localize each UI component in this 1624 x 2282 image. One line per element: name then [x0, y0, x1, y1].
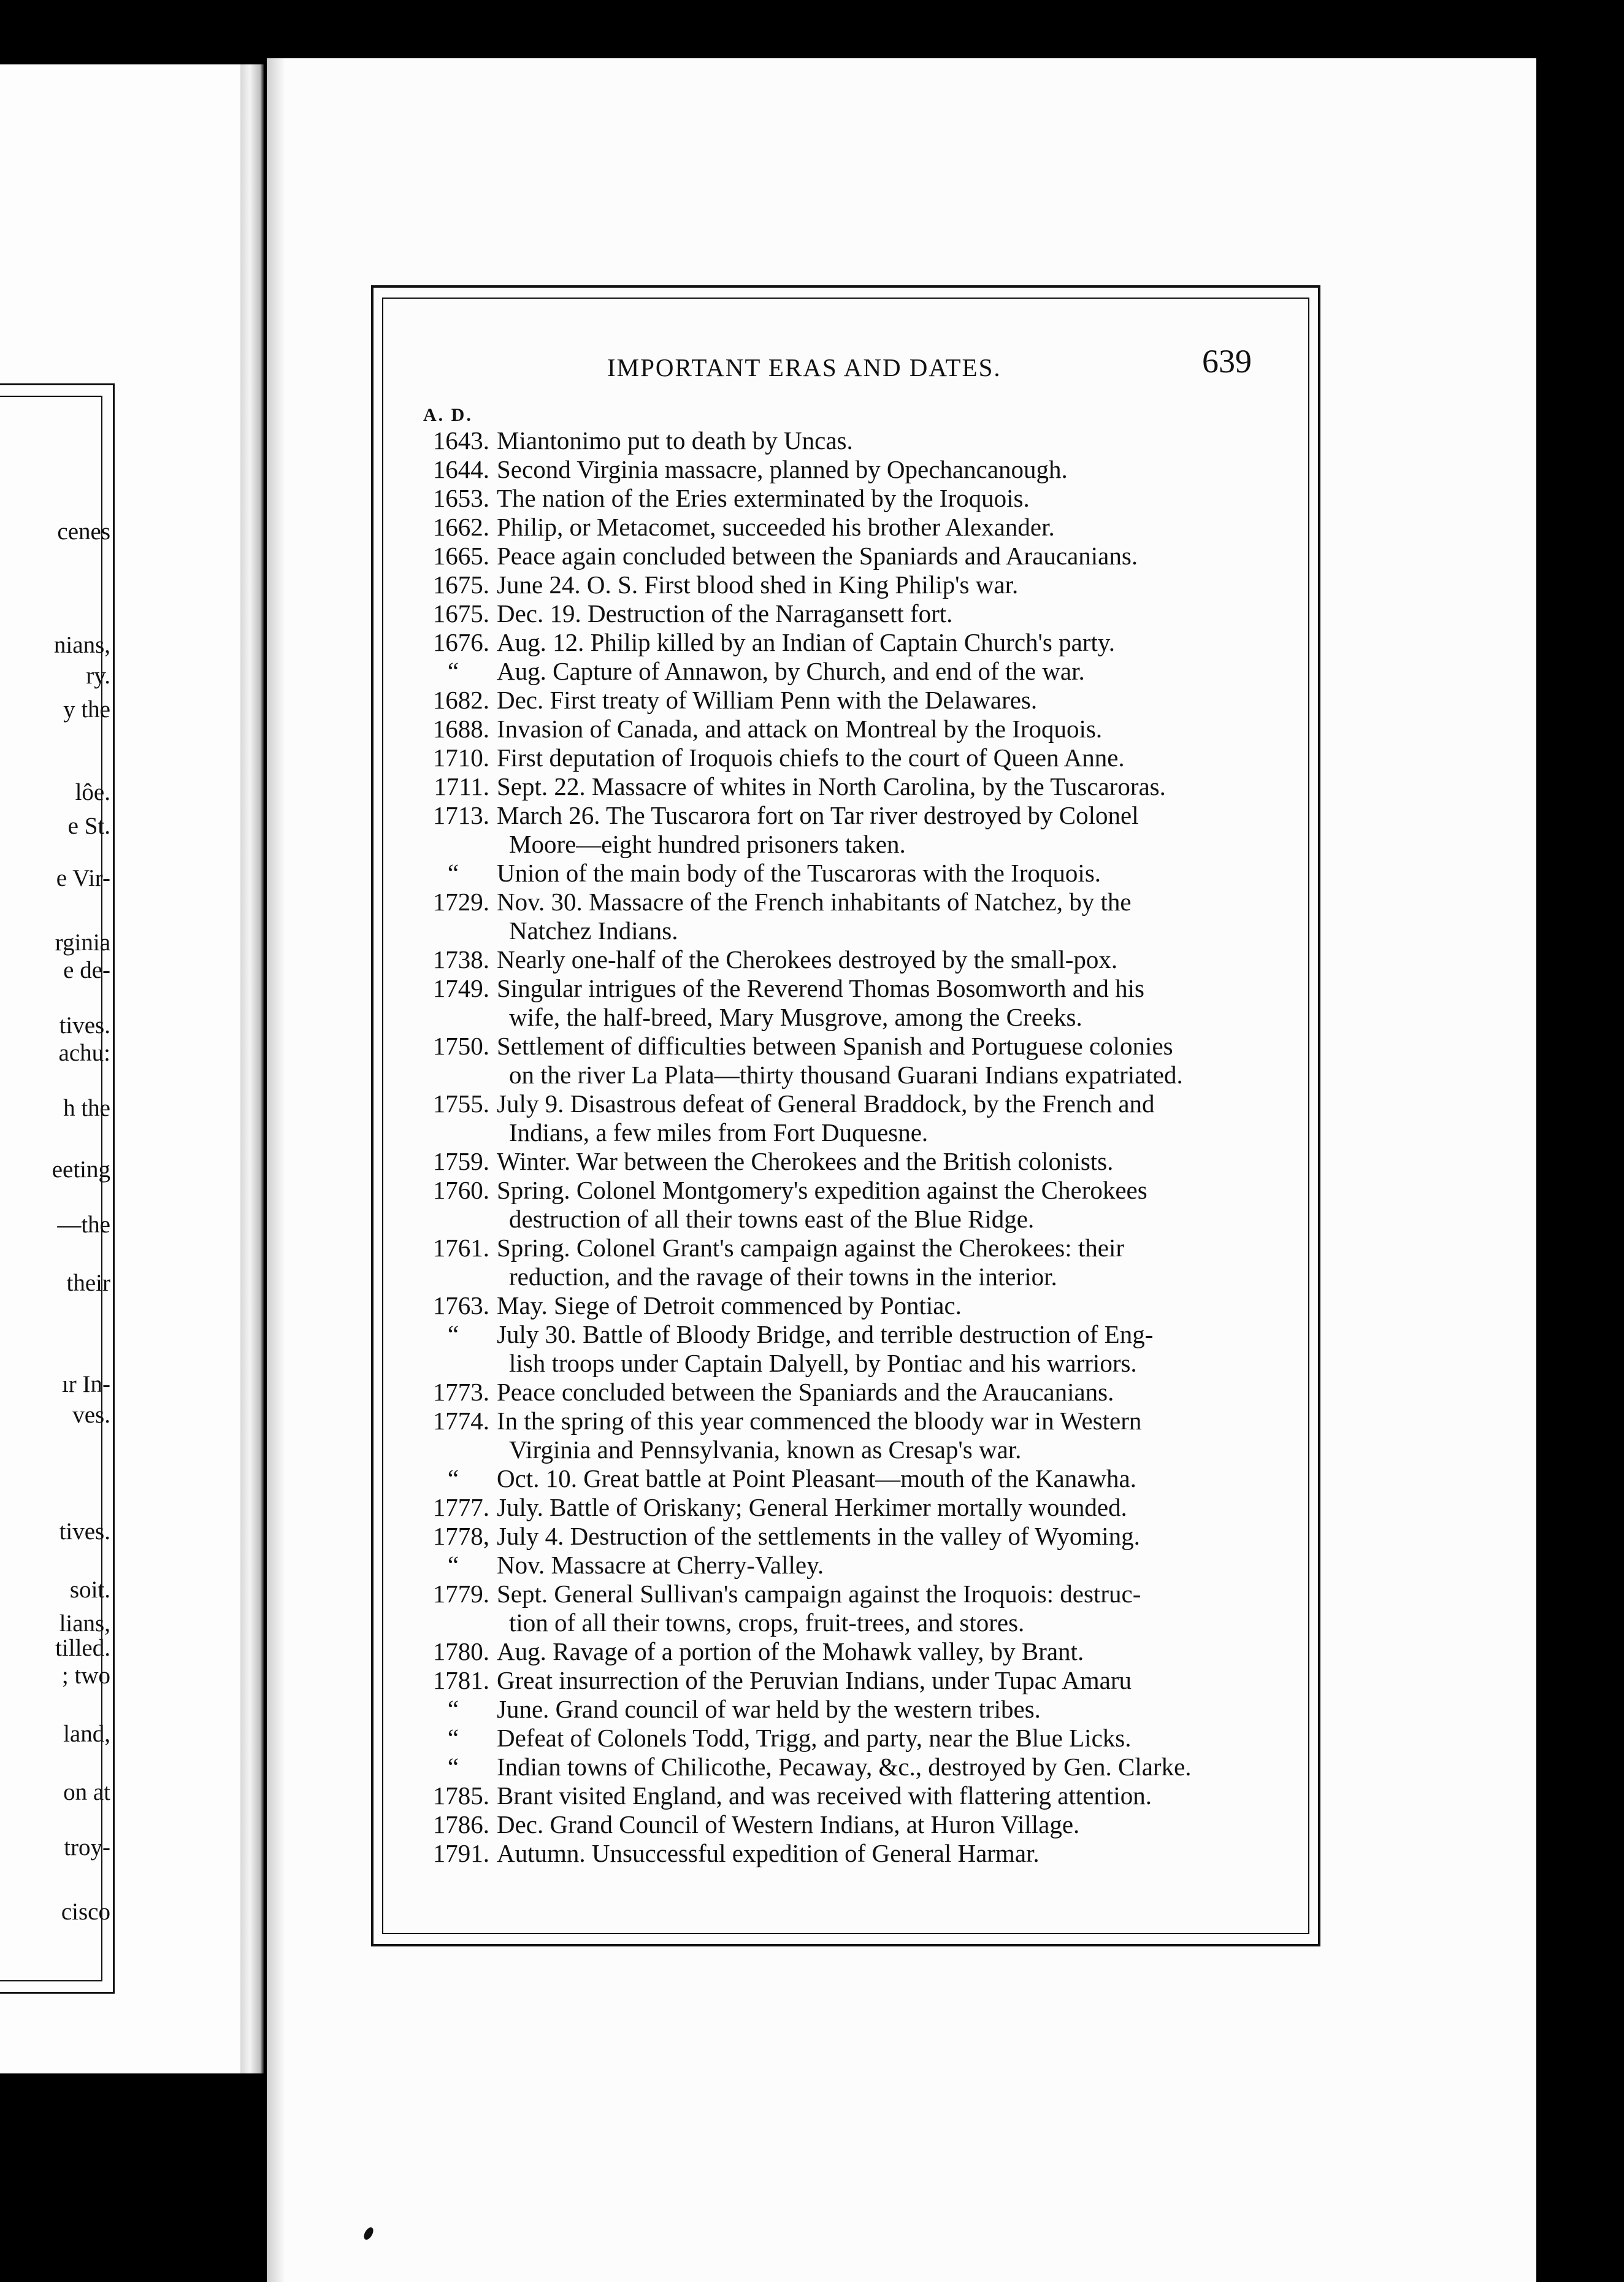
entry-text: Dec. 19. Destruction of the Narragansett fort.: [497, 599, 953, 628]
ditto-mark: “: [447, 1724, 459, 1752]
entry-text: The nation of the Eries exterminated by the Iroquois.: [497, 484, 1030, 512]
entry-text: March 26. The Tuscarora fort on Tar river destroyed by Colonel: [497, 801, 1139, 829]
entry-year: 1749.: [432, 974, 489, 1002]
entry-text: Miantonimo put to death by Uncas.: [497, 426, 853, 455]
previous-page-fragment: on at: [63, 1779, 110, 1805]
entry-text: First deputation of Iroquois chiefs to the court of Queen Anne.: [497, 743, 1125, 772]
entry-text: Union of the main body of the Tuscaroras with the Iroquois.: [497, 859, 1101, 887]
chronology-entry: [417, 743, 1288, 772]
chronology-entry: [417, 1551, 1288, 1580]
ditto-mark: “: [447, 859, 459, 887]
entry-year: 1780.: [432, 1637, 489, 1665]
entry-year: 1763.: [432, 1291, 489, 1320]
chronology-entry: [417, 1464, 1288, 1493]
entry-text: Spring. Colonel Grant's campaign against the Cherokees: their: [497, 1234, 1125, 1262]
entry-text: Oct. 10. Great battle at Point Pleasant—mouth of the Kanawha.: [497, 1464, 1136, 1493]
entry-text: Winter. War between the Cherokees and the British colonists.: [497, 1147, 1114, 1175]
entry-year: 1644.: [432, 455, 489, 483]
previous-page-frame-inner: [0, 396, 102, 1981]
entry-text: June 24. O. S. First blood shed in King Philip's war.: [497, 570, 1019, 599]
entry-text: Great insurrection of the Peruvian Indians, under Tupac Amaru: [497, 1666, 1132, 1694]
previous-page-fragment: nians,: [53, 632, 110, 658]
entry-year: 1779.: [432, 1580, 489, 1608]
entry-year: 1676.: [432, 628, 489, 656]
entry-text: July. Battle of Oriskany; General Herkimer mortally wounded.: [497, 1493, 1127, 1521]
previous-page-fragment: cenes: [57, 518, 110, 545]
previous-page-fragment: tives.: [59, 1012, 110, 1039]
ditto-mark: “: [447, 1695, 459, 1723]
ditto-mark: “: [447, 1753, 459, 1781]
entry-year: 1675.: [432, 570, 489, 599]
entry-year: 1675.: [432, 599, 489, 628]
chronology-entry: [417, 974, 1288, 1032]
entry-year: 1738.: [432, 945, 489, 974]
entry-year: 1750.: [432, 1032, 489, 1060]
previous-page: [0, 64, 240, 2073]
chronology-entry: [417, 1147, 1288, 1176]
page-number: 639: [1202, 343, 1252, 380]
entry-text: Nov. Massacre at Cherry-Valley.: [497, 1551, 824, 1579]
chronology-entry: [417, 1089, 1288, 1147]
chronology-entry: [417, 1781, 1288, 1810]
previous-page-fragment: ves.: [72, 1402, 110, 1428]
entry-text-continuation: lish troops under Captain Dalyell, by Pontiac and his warriors.: [509, 1349, 1137, 1377]
chronology-entry: [417, 570, 1288, 599]
chronology-entry: [417, 859, 1288, 888]
previous-page-fragment: their: [66, 1270, 110, 1296]
previous-page-fragment: e Vir-: [56, 865, 110, 891]
entry-year: 1688.: [432, 715, 489, 743]
entry-text: In the spring of this year commenced the bloody war in Western: [497, 1407, 1142, 1435]
page-edge-shadow: [267, 58, 285, 2282]
entry-year: 1711.: [434, 772, 489, 801]
entry-text: Second Virginia massacre, planned by Opechancanough.: [497, 455, 1068, 483]
chronology-entry: [417, 513, 1288, 542]
entry-text-continuation: destruction of all their towns east of the Blue Ridge.: [509, 1205, 1035, 1233]
previous-page-fragment: eeting: [52, 1156, 110, 1183]
ditto-mark: “: [447, 1464, 459, 1493]
chronology-entry: [417, 1839, 1288, 1868]
entry-year: 1786.: [432, 1810, 489, 1838]
entry-text: May. Siege of Detroit commenced by Pontiac.: [497, 1291, 962, 1320]
chronology-entry: [417, 542, 1288, 570]
chronology-entry: [417, 1176, 1288, 1234]
entry-text: July 4. Destruction of the settlements in the valley of Wyoming.: [497, 1522, 1140, 1550]
entry-year: 1759.: [432, 1147, 489, 1175]
chronology-entry: [417, 426, 1288, 455]
chronology-entry: [417, 1810, 1288, 1839]
chronology-entry: [417, 657, 1288, 686]
entry-text: Peace concluded between the Spaniards and the Araucanians.: [497, 1378, 1114, 1406]
entry-year: 1777.: [432, 1493, 489, 1521]
chronology-entry: [417, 628, 1288, 657]
chronology-entry: [417, 1032, 1288, 1089]
previous-page-fragment: ry.: [86, 663, 110, 689]
entry-year: 1755.: [432, 1089, 489, 1118]
ditto-mark: “: [447, 1320, 459, 1348]
chronology-entry: [417, 1320, 1288, 1378]
era-label: A. D.: [423, 405, 473, 425]
chronology-entry: [417, 1291, 1288, 1320]
chronology-entry: [417, 599, 1288, 628]
previous-page-fragment: tilled.: [55, 1635, 110, 1661]
entry-year: 1778,: [432, 1522, 489, 1550]
chronology-entry: [417, 1753, 1288, 1781]
chronology-entry: [417, 1637, 1288, 1666]
entry-year: 1665.: [432, 542, 489, 570]
previous-page-fragment: ; two: [61, 1662, 110, 1689]
entry-text-continuation: Natchez Indians.: [509, 916, 678, 945]
entry-text-continuation: reduction, and the ravage of their towns in the interior.: [509, 1262, 1057, 1291]
previous-page-fragment: troy-: [64, 1834, 110, 1861]
entry-text: Aug. Ravage of a portion of the Mohawk valley, by Brant.: [497, 1637, 1084, 1665]
book-gutter: [240, 64, 264, 2073]
entry-text: Sept. General Sullivan's campaign against the Iroquois: destruc-: [497, 1580, 1141, 1608]
entry-text: Spring. Colonel Montgomery's expedition against the Cherokees: [497, 1176, 1147, 1204]
previous-page-fragment: lôe.: [75, 779, 110, 805]
entry-text: July 30. Battle of Bloody Bridge, and terrible destruction of Eng-: [497, 1320, 1154, 1348]
entry-text-continuation: Indians, a few miles from Fort Duquesne.: [509, 1118, 929, 1147]
chronology-entry: [417, 1580, 1288, 1637]
entry-year: 1729.: [432, 888, 489, 916]
entry-text-continuation: tion of all their towns, crops, fruit-trees, and stores.: [509, 1608, 1025, 1637]
entry-text: Peace again concluded between the Spaniards and Araucanians.: [497, 542, 1138, 570]
previous-page-fragment: ır In-: [61, 1371, 110, 1397]
entry-text: Sept. 22. Massacre of whites in North Carolina, by the Tuscaroras.: [497, 772, 1166, 801]
chronology-entry: [417, 484, 1288, 513]
entry-text: Dec. Grand Council of Western Indians, at Huron Village.: [497, 1810, 1080, 1838]
entry-year: 1653.: [432, 484, 489, 512]
entry-text: Philip, or Metacomet, succeeded his brother Alexander.: [497, 513, 1055, 541]
entry-text: Invasion of Canada, and attack on Montreal by the Iroquois.: [497, 715, 1103, 743]
entry-year: 1682.: [432, 686, 489, 714]
ditto-mark: “: [447, 1551, 459, 1579]
entry-text-continuation: wife, the half-breed, Mary Musgrove, among the Creeks.: [509, 1003, 1082, 1031]
entry-year: 1760.: [432, 1176, 489, 1204]
entry-text: Brant visited England, and was received with flattering attention.: [497, 1781, 1152, 1810]
previous-page-fragment: rginia: [55, 929, 110, 956]
entry-text: Autumn. Unsuccessful expedition of General Harmar.: [497, 1839, 1040, 1867]
previous-page-fragment: cisco: [61, 1899, 110, 1925]
chronology-entry: [417, 715, 1288, 743]
previous-page-fragment: e de-: [63, 957, 110, 983]
previous-page-fragment: e St.: [67, 813, 110, 839]
chronology-entry: [417, 945, 1288, 974]
chronology-entry: [417, 801, 1288, 859]
entry-text: Nov. 30. Massacre of the French inhabitants of Natchez, by the: [497, 888, 1132, 916]
entry-year: 1773.: [432, 1378, 489, 1406]
chronology-entry: [417, 1493, 1288, 1522]
chronology-entry: [417, 888, 1288, 945]
running-head: IMPORTANT ERAS AND DATES.: [607, 353, 1002, 382]
entry-year: 1774.: [432, 1407, 489, 1435]
entry-text: Dec. First treaty of William Penn with the Delawares.: [497, 686, 1038, 714]
entry-text: Aug. Capture of Annawon, by Church, and end of the war.: [497, 657, 1085, 685]
chronology-entry: [417, 1378, 1288, 1407]
previous-page-fragment: y the: [63, 696, 110, 723]
previous-page-fragment: h the: [63, 1095, 110, 1121]
entry-text: Aug. 12. Philip killed by an Indian of Captain Church's party.: [497, 628, 1115, 656]
entry-year: 1710.: [432, 743, 489, 772]
previous-page-fragment: —the: [57, 1212, 110, 1238]
chronology-entry: [417, 1695, 1288, 1724]
previous-page-fragment: lians,: [59, 1610, 110, 1637]
entry-text: Defeat of Colonels Todd, Trigg, and party, near the Blue Licks.: [497, 1724, 1132, 1752]
entry-year: 1785.: [432, 1781, 489, 1810]
entry-year: 1643.: [432, 426, 489, 455]
entry-year: 1761.: [432, 1234, 489, 1262]
previous-page-fragment: soit.: [69, 1577, 110, 1603]
chronology-entry: [417, 455, 1288, 484]
chronology-entry: [417, 772, 1288, 801]
entry-year: 1791.: [432, 1839, 489, 1867]
entry-text: Settlement of difficulties between Spanish and Portuguese colonies: [497, 1032, 1173, 1060]
entry-text: Nearly one-half of the Cherokees destroyed by the small-pox.: [497, 945, 1118, 974]
chronology-list: [417, 426, 1288, 1868]
chronology-entry: [417, 1522, 1288, 1551]
entry-text-continuation: Moore—eight hundred prisoners taken.: [509, 830, 906, 858]
entry-text-continuation: Virginia and Pennsylvania, known as Cresap's war.: [509, 1435, 1022, 1464]
entry-text: July 9. Disastrous defeat of General Braddock, by the French and: [497, 1089, 1155, 1118]
previous-page-fragment: achu:: [58, 1040, 110, 1066]
chronology-entry: [417, 1724, 1288, 1753]
chronology-entry: [417, 1407, 1288, 1464]
previous-page-fragment: land,: [63, 1721, 110, 1747]
entry-text: June. Grand council of war held by the western tribes.: [497, 1695, 1041, 1723]
entry-text-continuation: on the river La Plata—thirty thousand Guarani Indians expatriated.: [509, 1061, 1183, 1089]
entry-text: Indian towns of Chilicothe, Pecaway, &c., destroyed by Gen. Clarke.: [497, 1753, 1192, 1781]
chronology-entry: [417, 1666, 1288, 1695]
previous-page-fragment: tives.: [59, 1518, 110, 1545]
chronology-entry: [417, 686, 1288, 715]
entry-text: Singular intrigues of the Reverend Thomas Bosomworth and his: [497, 974, 1144, 1002]
ditto-mark: “: [447, 657, 459, 685]
entry-year: 1662.: [432, 513, 489, 541]
entry-year: 1713.: [432, 801, 489, 829]
entry-year: 1781.: [432, 1666, 489, 1694]
chronology-entry: [417, 1234, 1288, 1291]
